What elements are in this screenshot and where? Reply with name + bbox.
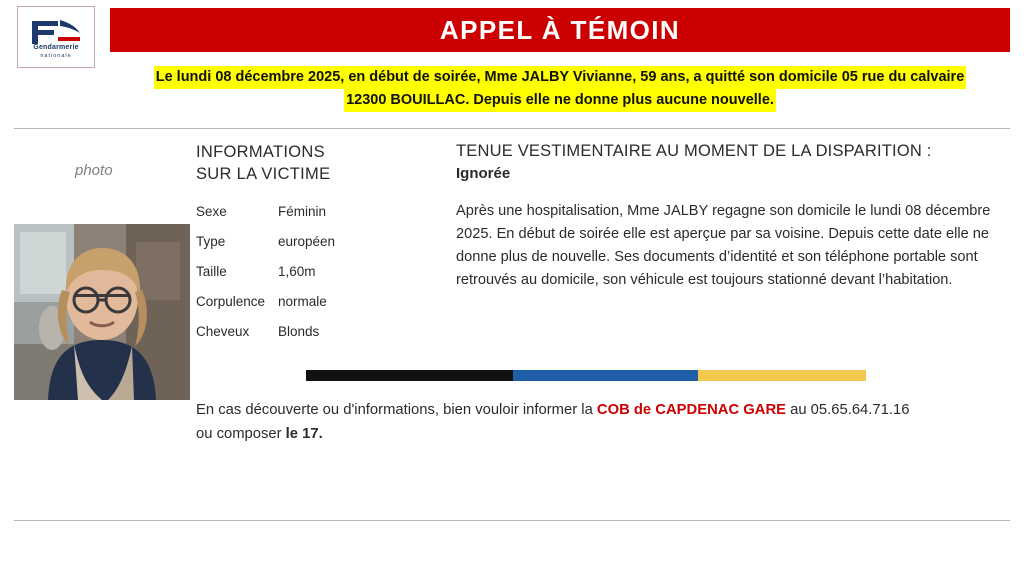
victim-photo — [14, 224, 190, 400]
gendarmerie-logo — [17, 6, 95, 68]
contact-phone: au 05.65.64.71.16 — [786, 402, 910, 418]
summary-line-2: 12300 BOUILLAC. Depuis elle ne donne plus aucune nouvelle. — [344, 89, 776, 112]
victim-info-heading — [196, 141, 330, 185]
divider-bottom — [14, 520, 1010, 521]
title-banner — [110, 8, 1010, 52]
logo-subtitle: nationale — [40, 53, 72, 59]
tricolor-bar — [306, 370, 866, 381]
info-label-sexe: Sexe — [196, 204, 227, 219]
divider-top — [14, 128, 1010, 129]
contact-emergency-number: le 17. — [285, 426, 323, 442]
page-title: APPEL À TÉMOIN — [439, 14, 681, 45]
victim-info-table — [196, 204, 335, 354]
document-header — [0, 0, 1024, 62]
info-value-sexe: Féminin — [278, 204, 327, 219]
info-value-corpulence: normale — [278, 294, 327, 309]
contact-text-after: ou composer — [196, 426, 286, 442]
narrative-text: Après une hospitalisation, Mme JALBY regagne son domicile le lundi 08 décembre 2025. En début de soirée elle est aperçue par sa voisine. Depuis cette date elle ne donne plus de nouvelle. Ses documents d’identité et son téléphone portable sont retrouvés au domicile, son véhicule est toujours stationné devant l’habitation. — [456, 203, 991, 288]
table-row — [196, 204, 335, 234]
victim-photo-image — [14, 224, 190, 400]
table-row — [196, 234, 335, 264]
tricolor-segment-blue — [513, 370, 698, 381]
clothing-value: Ignorée — [456, 165, 511, 182]
info-label-type: Type — [196, 234, 226, 249]
logo-title: Gendarmerie — [33, 44, 79, 51]
summary-highlight — [110, 66, 1010, 112]
info-value-taille: 1,60m — [278, 264, 316, 279]
victim-info-heading-line1: INFORMATIONS — [196, 143, 325, 161]
tricolor-segment-black — [306, 370, 513, 381]
table-row — [196, 324, 335, 354]
table-row — [196, 294, 335, 324]
info-value-cheveux: Blonds — [278, 324, 320, 339]
logo-wordmark — [18, 43, 94, 61]
victim-info-heading-line2: SUR LA VICTIME — [196, 165, 331, 183]
photo-caption: photo — [75, 162, 113, 179]
tricolor-segment-gold — [698, 370, 866, 381]
info-value-type: européen — [278, 234, 336, 249]
summary-line-1: Le lundi 08 décembre 2025, en début de soirée, Mme JALBY Vivianne, 59 ans, a quitté son domicile 05 rue du calvaire — [154, 66, 967, 89]
table-row — [196, 264, 335, 294]
contact-instructions — [196, 398, 1012, 446]
contact-unit: COB de CAPDENAC GARE — [596, 402, 786, 418]
contact-text-before: En cas découverte ou d'informations, bien vouloir informer la — [196, 402, 597, 418]
clothing-heading: TENUE VESTIMENTAIRE AU MOMENT DE LA DISPARITION : — [456, 142, 932, 160]
info-label-cheveux: Cheveux — [196, 324, 250, 339]
info-label-corpulence: Corpulence — [196, 294, 266, 309]
info-label-taille: Taille — [196, 264, 227, 279]
